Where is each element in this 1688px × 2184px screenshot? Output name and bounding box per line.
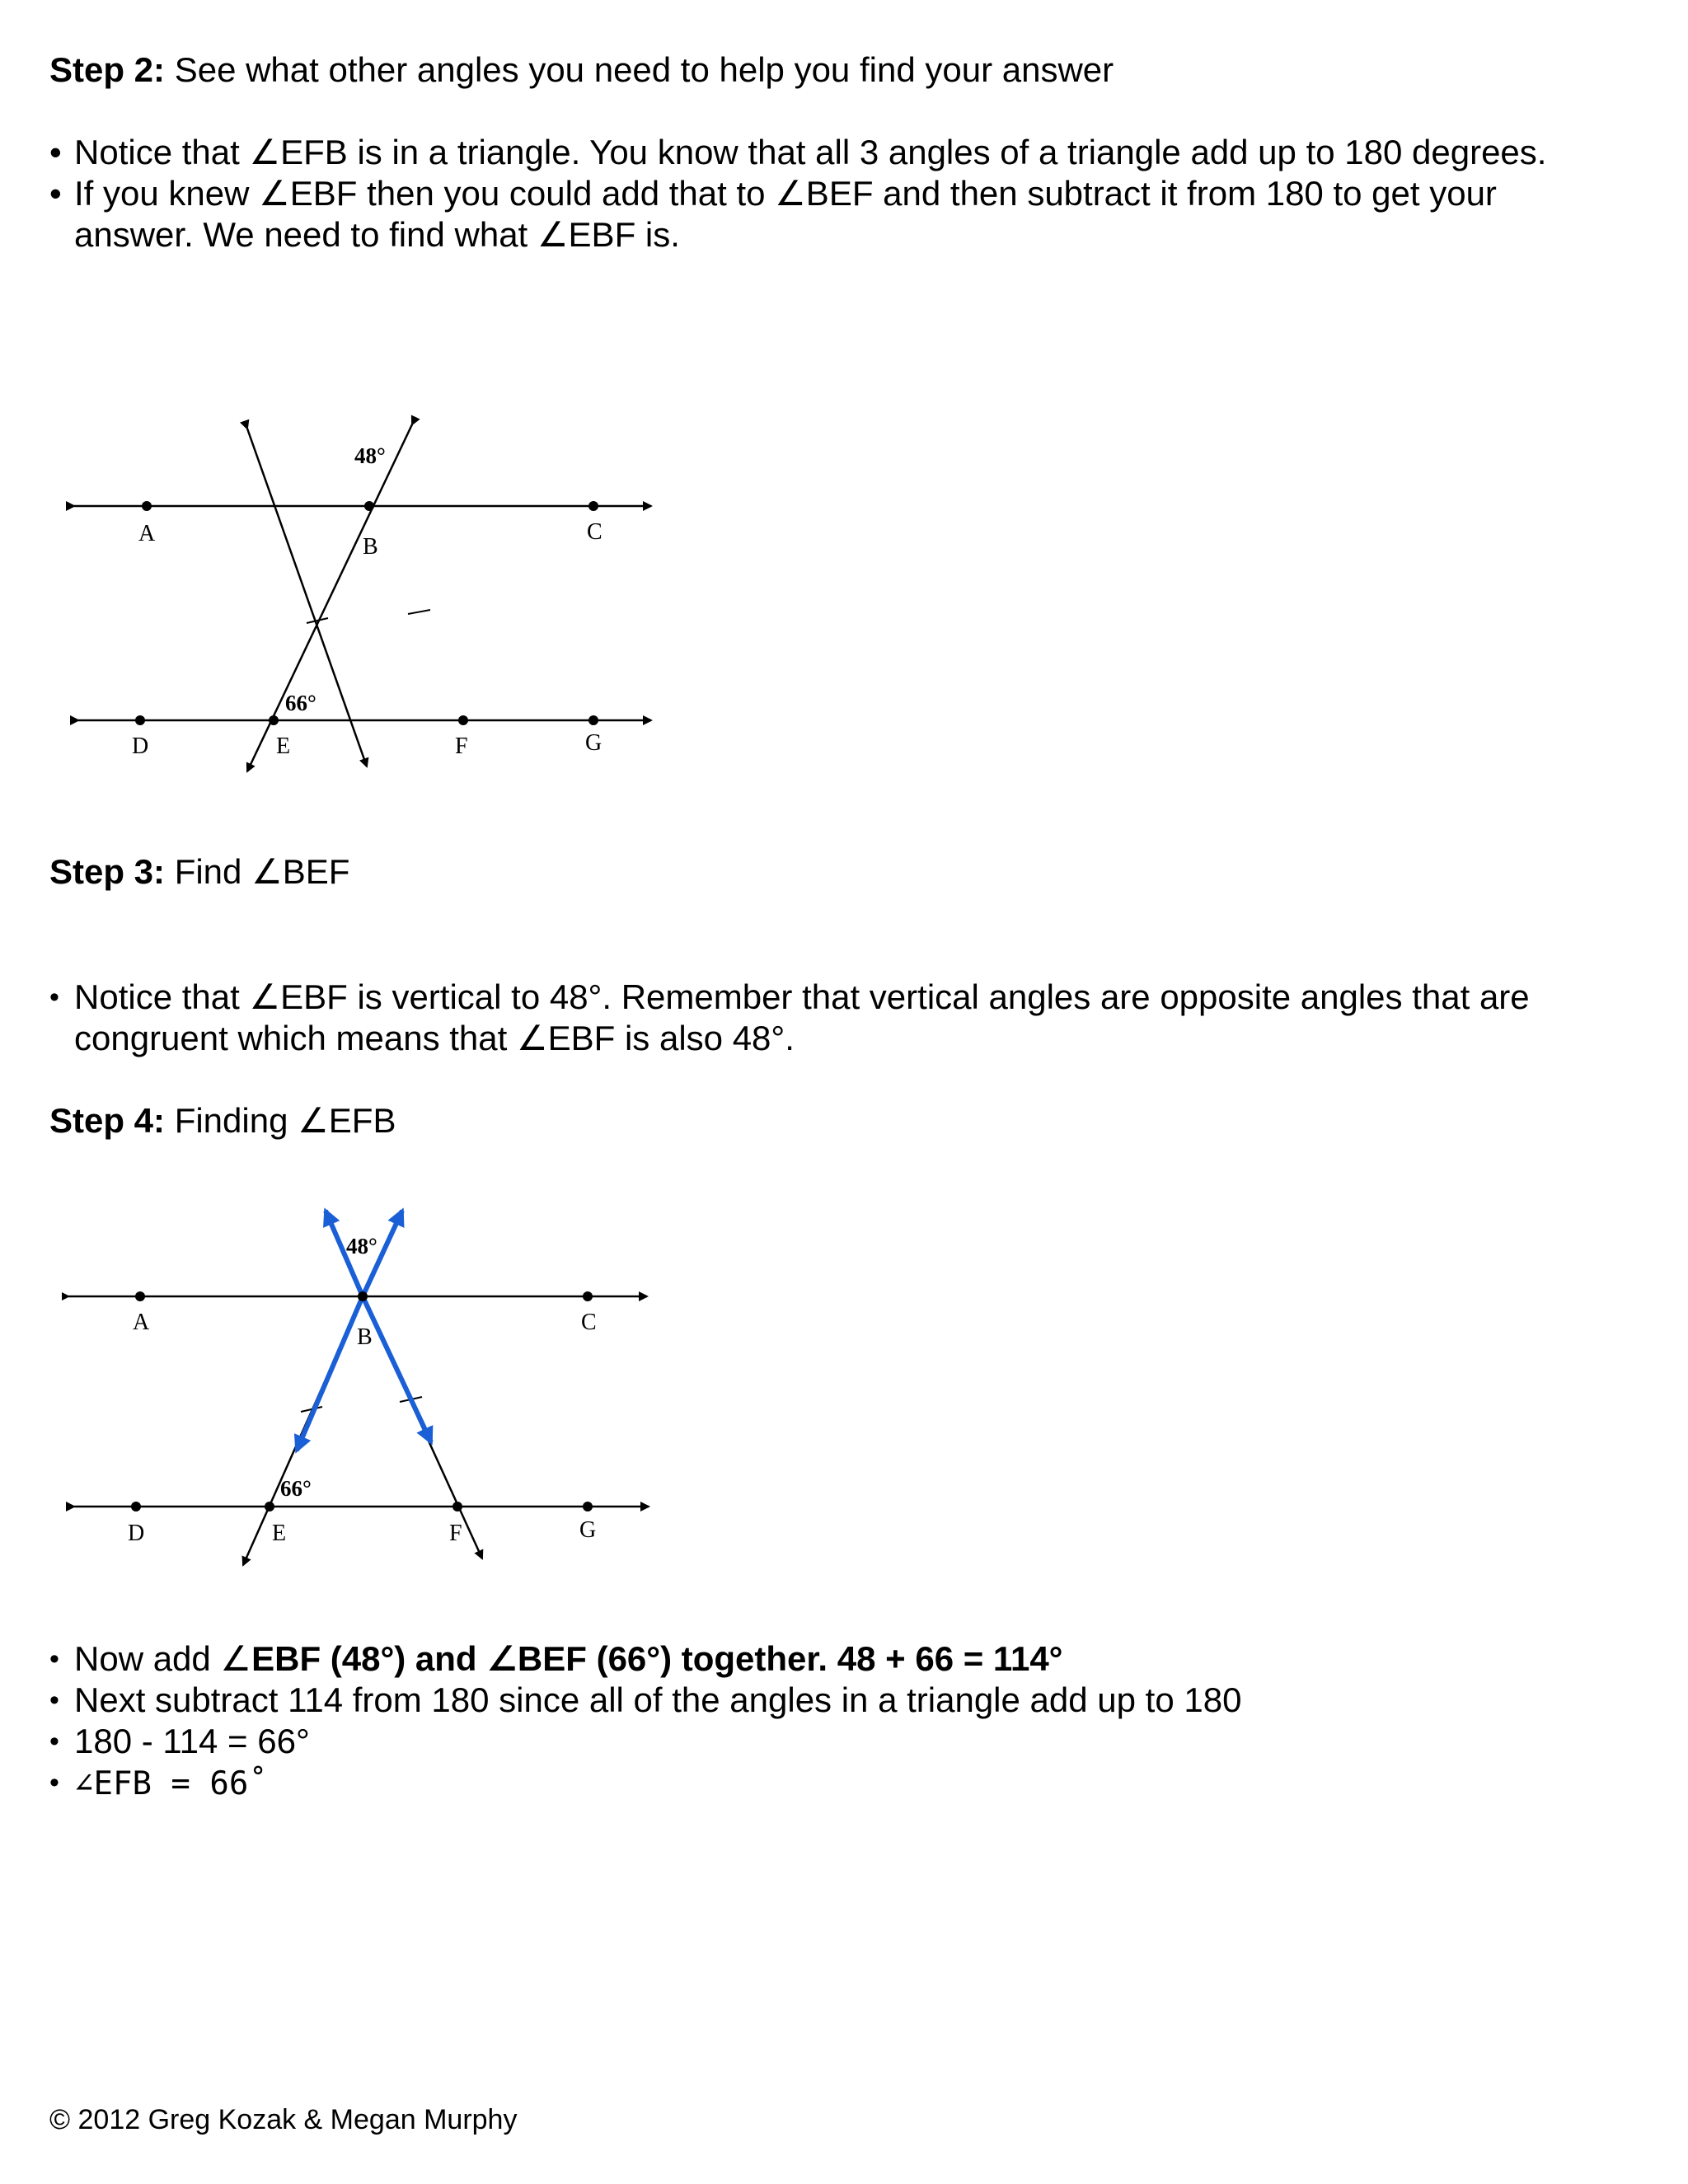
step4-bullet-1-bold: EBF (48°) and ∠BEF (66°) together. 48 + 66 = 114° [251, 1639, 1063, 1678]
step2-heading [49, 49, 1114, 91]
label-d-2: D [128, 1521, 145, 1546]
label-g-2: G [579, 1517, 597, 1543]
angle-66-label-2: 66° [280, 1476, 312, 1501]
point-b-2 [358, 1291, 368, 1301]
step2-label: Step 2: [49, 50, 166, 89]
step4-bullets [49, 1638, 1599, 1805]
label-e: E [276, 733, 291, 759]
angle-48-label: 48° [354, 443, 386, 468]
point-c [588, 501, 598, 511]
point-c-2 [583, 1291, 593, 1301]
point-g-2 [583, 1502, 593, 1511]
step3-bullet-1: • Notice that ∠EBF is vertical to 48°. Remember that vertical angles are opposite angles that are congruent which means that ∠EBF is also 48°. [49, 977, 1599, 1059]
label-e-2: E [272, 1521, 287, 1546]
label-a-2: A [133, 1310, 150, 1335]
point-e [269, 715, 279, 725]
step3-label: Step 3: [49, 852, 166, 891]
diagram-1 [66, 412, 676, 791]
step2-text: See what other angles you need to help you find your answer [165, 50, 1114, 89]
label-c-2: C [581, 1310, 597, 1335]
label-f-2: F [449, 1521, 462, 1546]
label-a: A [138, 521, 156, 546]
step4-bullet-3: • 180 - 114 = 66° [49, 1721, 1599, 1762]
line-bf [247, 429, 367, 766]
step3-bullets [49, 977, 1599, 1059]
diagram-2 [62, 1199, 672, 1578]
step4-label: Step 4: [49, 1101, 166, 1140]
point-d-2 [131, 1502, 141, 1511]
step2-bullet-1: • Notice that ∠EFB is in a triangle. You know that all 3 angles of a triangle add up to 180 degrees. [49, 132, 1615, 173]
label-d: D [132, 733, 149, 759]
label-c: C [587, 519, 603, 545]
point-e-2 [265, 1502, 274, 1511]
point-b [364, 501, 374, 511]
step4-bullet-2: • Next subtract 114 from 180 since all of the angles in a triangle add up to 180 [49, 1680, 1599, 1721]
step4-text: Finding ∠EFB [165, 1101, 396, 1140]
label-f: F [455, 733, 468, 759]
point-d [135, 715, 145, 725]
label-b-2: B [357, 1324, 373, 1350]
label-b: B [363, 534, 378, 560]
angle-66-label: 66° [285, 691, 316, 715]
point-g [588, 715, 598, 725]
point-a-2 [135, 1291, 145, 1301]
step2-bullet-2: • If you knew ∠EBF then you could add that to ∠BEF and then subtract it from 180 to get your answer. We need to find what ∠EBF is. [49, 173, 1599, 255]
step4-bullet-4 [49, 1762, 1599, 1805]
step4-bullet-4-text: ∠EFB = 66˚ [74, 1765, 268, 1802]
point-a [142, 501, 152, 511]
copyright-footer: © 2012 Greg Kozak & Megan Murphy [49, 2104, 518, 2135]
angle-48-label-2: 48° [346, 1234, 377, 1258]
tick-bf [408, 610, 430, 614]
blue-ray-down-left [297, 1296, 363, 1451]
step4-bullet-1-prefix: Now add ∠ [74, 1639, 252, 1678]
label-g: G [585, 730, 603, 756]
point-f-2 [452, 1502, 462, 1511]
step3-heading [49, 851, 349, 893]
blue-ray-down-right [363, 1296, 431, 1442]
step4-heading [49, 1100, 396, 1141]
step3-text: Find ∠BEF [165, 852, 350, 891]
step2-bullets [49, 132, 1615, 255]
point-f [458, 715, 468, 725]
step4-bullet-1 [49, 1638, 1599, 1680]
